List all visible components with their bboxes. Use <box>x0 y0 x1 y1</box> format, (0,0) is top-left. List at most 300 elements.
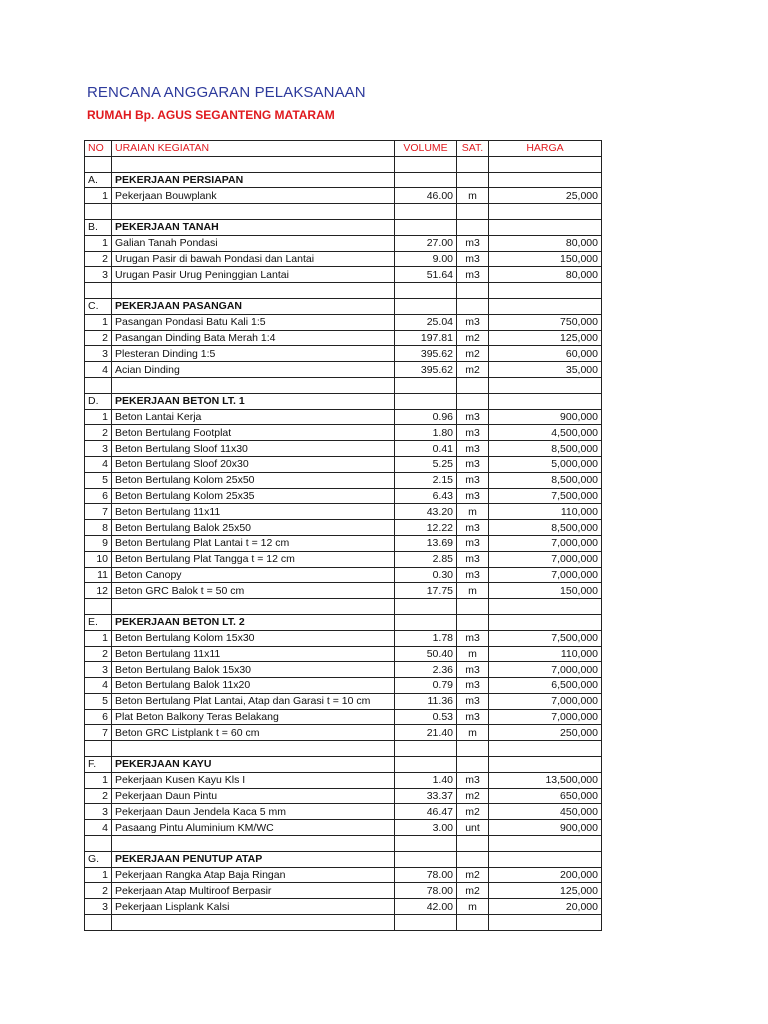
empty-cell <box>395 156 457 172</box>
empty-cell <box>489 757 602 773</box>
item-volume: 78.00 <box>395 867 457 883</box>
section-title: PEKERJAAN TANAH <box>112 219 395 235</box>
empty-cell <box>395 915 457 931</box>
table-row <box>85 188 602 204</box>
empty-cell <box>85 204 112 220</box>
item-unit: m <box>457 725 489 741</box>
item-description: Beton Bertulang Balok 11x20 <box>112 678 395 694</box>
item-price: 125,000 <box>489 330 602 346</box>
item-volume: 51.64 <box>395 267 457 283</box>
table-row <box>85 678 602 694</box>
table-row <box>85 456 602 472</box>
item-unit: m3 <box>457 709 489 725</box>
item-number: 3 <box>85 662 112 678</box>
empty-cell <box>395 741 457 757</box>
item-price: 8,500,000 <box>489 472 602 488</box>
empty-cell <box>489 377 602 393</box>
item-volume: 27.00 <box>395 235 457 251</box>
section-header-row <box>85 298 602 314</box>
empty-cell <box>395 298 457 314</box>
item-volume: 42.00 <box>395 899 457 915</box>
blank-row <box>85 283 602 299</box>
item-volume: 1.40 <box>395 772 457 788</box>
table-row <box>85 567 602 583</box>
item-number: 8 <box>85 520 112 536</box>
item-volume: 1.78 <box>395 630 457 646</box>
item-number: 3 <box>85 899 112 915</box>
header-price: HARGA <box>489 141 602 157</box>
item-description: Pasangan Dinding Bata Merah 1:4 <box>112 330 395 346</box>
empty-cell <box>395 757 457 773</box>
item-unit: m3 <box>457 425 489 441</box>
document-title: RENCANA ANGGARAN PELAKSANAAN <box>87 84 366 101</box>
empty-cell <box>457 219 489 235</box>
table-row <box>85 899 602 915</box>
empty-cell <box>85 283 112 299</box>
item-description: Pekerjaan Atap Multiroof Berpasir <box>112 883 395 899</box>
item-number: 1 <box>85 772 112 788</box>
empty-cell <box>457 298 489 314</box>
item-volume: 13.69 <box>395 535 457 551</box>
item-number: 5 <box>85 472 112 488</box>
empty-cell <box>395 851 457 867</box>
item-unit: m3 <box>457 662 489 678</box>
empty-cell <box>395 393 457 409</box>
item-volume: 0.53 <box>395 709 457 725</box>
item-unit: m3 <box>457 456 489 472</box>
item-unit: m3 <box>457 772 489 788</box>
empty-cell <box>395 172 457 188</box>
table-row <box>85 504 602 520</box>
section-title: PEKERJAAN BETON LT. 2 <box>112 614 395 630</box>
empty-cell <box>489 599 602 615</box>
item-volume: 11.36 <box>395 693 457 709</box>
blank-row <box>85 741 602 757</box>
item-price: 5,000,000 <box>489 456 602 472</box>
table-row <box>85 867 602 883</box>
item-volume: 46.00 <box>395 188 457 204</box>
empty-cell <box>457 393 489 409</box>
item-description: Beton Bertulang Balok 15x30 <box>112 662 395 678</box>
empty-cell <box>395 614 457 630</box>
item-description: Beton GRC Balok t = 50 cm <box>112 583 395 599</box>
empty-cell <box>395 219 457 235</box>
budget-table-body <box>85 141 602 931</box>
item-price: 450,000 <box>489 804 602 820</box>
item-price: 110,000 <box>489 504 602 520</box>
item-volume: 21.40 <box>395 725 457 741</box>
item-volume: 17.75 <box>395 583 457 599</box>
empty-cell <box>112 204 395 220</box>
empty-cell <box>489 393 602 409</box>
item-number: 5 <box>85 693 112 709</box>
item-number: 2 <box>85 330 112 346</box>
item-number: 3 <box>85 346 112 362</box>
item-number: 11 <box>85 567 112 583</box>
item-number: 10 <box>85 551 112 567</box>
section-code: B. <box>85 219 112 235</box>
item-unit: m2 <box>457 804 489 820</box>
empty-cell <box>112 599 395 615</box>
item-unit: m <box>457 583 489 599</box>
table-row <box>85 551 602 567</box>
empty-cell <box>489 219 602 235</box>
table-row <box>85 314 602 330</box>
item-number: 9 <box>85 535 112 551</box>
empty-cell <box>112 156 395 172</box>
table-row <box>85 362 602 378</box>
item-volume: 78.00 <box>395 883 457 899</box>
item-description: Pekerjaan Rangka Atap Baja Ringan <box>112 867 395 883</box>
item-volume: 33.37 <box>395 788 457 804</box>
item-number: 2 <box>85 646 112 662</box>
item-description: Pasaang Pintu Aluminium KM/WC <box>112 820 395 836</box>
item-number: 1 <box>85 630 112 646</box>
table-row <box>85 472 602 488</box>
item-price: 7,500,000 <box>489 488 602 504</box>
item-price: 7,000,000 <box>489 693 602 709</box>
item-volume: 197.81 <box>395 330 457 346</box>
item-unit: m2 <box>457 346 489 362</box>
item-description: Beton Bertulang 11x11 <box>112 646 395 662</box>
item-number: 2 <box>85 251 112 267</box>
item-volume: 0.41 <box>395 441 457 457</box>
table-row <box>85 630 602 646</box>
item-unit: m3 <box>457 693 489 709</box>
item-price: 4,500,000 <box>489 425 602 441</box>
blank-row <box>85 204 602 220</box>
item-price: 7,000,000 <box>489 662 602 678</box>
item-number: 2 <box>85 883 112 899</box>
item-number: 1 <box>85 235 112 251</box>
empty-cell <box>112 741 395 757</box>
empty-cell <box>395 377 457 393</box>
table-row <box>85 267 602 283</box>
table-row <box>85 251 602 267</box>
empty-cell <box>457 915 489 931</box>
table-row <box>85 883 602 899</box>
section-header-row <box>85 219 602 235</box>
item-number: 1 <box>85 409 112 425</box>
section-title: PEKERJAAN BETON LT. 1 <box>112 393 395 409</box>
empty-cell <box>395 599 457 615</box>
item-number: 4 <box>85 678 112 694</box>
item-number: 6 <box>85 709 112 725</box>
item-unit: m3 <box>457 520 489 536</box>
section-code: G. <box>85 851 112 867</box>
item-unit: m3 <box>457 535 489 551</box>
empty-cell <box>85 599 112 615</box>
empty-cell <box>457 156 489 172</box>
item-unit: m2 <box>457 867 489 883</box>
item-unit: m3 <box>457 567 489 583</box>
table-row <box>85 425 602 441</box>
section-header-row <box>85 851 602 867</box>
header-volume: VOLUME <box>395 141 457 157</box>
item-unit: m2 <box>457 883 489 899</box>
item-description: Pekerjaan Lisplank Kalsi <box>112 899 395 915</box>
item-description: Plat Beton Balkony Teras Belakang <box>112 709 395 725</box>
section-title: PEKERJAAN PENUTUP ATAP <box>112 851 395 867</box>
empty-cell <box>489 204 602 220</box>
item-number: 6 <box>85 488 112 504</box>
item-volume: 12.22 <box>395 520 457 536</box>
header-unit: SAT. <box>457 141 489 157</box>
item-volume: 5.25 <box>395 456 457 472</box>
item-volume: 43.20 <box>395 504 457 520</box>
item-price: 200,000 <box>489 867 602 883</box>
item-volume: 46.47 <box>395 804 457 820</box>
empty-cell <box>112 915 395 931</box>
empty-cell <box>457 204 489 220</box>
item-volume: 2.15 <box>395 472 457 488</box>
item-volume: 0.30 <box>395 567 457 583</box>
table-row <box>85 662 602 678</box>
section-code: F. <box>85 757 112 773</box>
item-price: 900,000 <box>489 820 602 836</box>
item-description: Pekerjaan Bouwplank <box>112 188 395 204</box>
header-description: URAIAN KEGIATAN <box>112 141 395 157</box>
item-unit: m <box>457 646 489 662</box>
item-description: Urugan Pasir di bawah Pondasi dan Lantai <box>112 251 395 267</box>
empty-cell <box>85 836 112 852</box>
item-price: 7,500,000 <box>489 630 602 646</box>
item-unit: m3 <box>457 409 489 425</box>
item-volume: 50.40 <box>395 646 457 662</box>
item-price: 7,000,000 <box>489 567 602 583</box>
item-description: Plesteran Dinding 1:5 <box>112 346 395 362</box>
item-number: 3 <box>85 267 112 283</box>
item-price: 20,000 <box>489 899 602 915</box>
item-volume: 3.00 <box>395 820 457 836</box>
section-code: C. <box>85 298 112 314</box>
item-number: 2 <box>85 425 112 441</box>
item-unit: m <box>457 504 489 520</box>
item-description: Galian Tanah Pondasi <box>112 235 395 251</box>
item-number: 4 <box>85 820 112 836</box>
table-row <box>85 804 602 820</box>
table-header-row <box>85 141 602 157</box>
item-description: Beton Bertulang Sloof 20x30 <box>112 456 395 472</box>
item-price: 80,000 <box>489 267 602 283</box>
table-row <box>85 646 602 662</box>
empty-cell <box>489 836 602 852</box>
item-description: Beton Bertulang Footplat <box>112 425 395 441</box>
section-code: D. <box>85 393 112 409</box>
item-unit: m3 <box>457 472 489 488</box>
table-row <box>85 235 602 251</box>
item-unit: unt <box>457 820 489 836</box>
section-header-row <box>85 757 602 773</box>
item-number: 3 <box>85 441 112 457</box>
empty-cell <box>85 156 112 172</box>
table-row <box>85 409 602 425</box>
item-description: Beton Bertulang Kolom 15x30 <box>112 630 395 646</box>
item-price: 750,000 <box>489 314 602 330</box>
item-unit: m2 <box>457 330 489 346</box>
item-unit: m3 <box>457 551 489 567</box>
item-price: 7,000,000 <box>489 709 602 725</box>
empty-cell <box>457 851 489 867</box>
empty-cell <box>85 377 112 393</box>
blank-row <box>85 599 602 615</box>
item-description: Acian Dinding <box>112 362 395 378</box>
item-price: 650,000 <box>489 788 602 804</box>
empty-cell <box>85 915 112 931</box>
item-description: Beton Bertulang Plat Lantai, Atap dan Garasi t = 10 cm <box>112 693 395 709</box>
blank-row <box>85 915 602 931</box>
table-row <box>85 520 602 536</box>
item-volume: 0.96 <box>395 409 457 425</box>
empty-cell <box>457 757 489 773</box>
item-description: Pekerjaan Daun Jendela Kaca 5 mm <box>112 804 395 820</box>
item-unit: m3 <box>457 251 489 267</box>
item-unit: m <box>457 899 489 915</box>
section-code: E. <box>85 614 112 630</box>
item-price: 80,000 <box>489 235 602 251</box>
item-price: 6,500,000 <box>489 678 602 694</box>
item-number: 2 <box>85 788 112 804</box>
empty-cell <box>85 741 112 757</box>
item-number: 3 <box>85 804 112 820</box>
item-price: 13,500,000 <box>489 772 602 788</box>
table-row <box>85 709 602 725</box>
empty-cell <box>489 741 602 757</box>
section-title: PEKERJAAN PASANGAN <box>112 298 395 314</box>
item-description: Beton Bertulang Kolom 25x35 <box>112 488 395 504</box>
item-number: 1 <box>85 867 112 883</box>
item-number: 4 <box>85 362 112 378</box>
item-description: Beton Bertulang Plat Lantai t = 12 cm <box>112 535 395 551</box>
item-description: Urugan Pasir Urug Peninggian Lantai <box>112 267 395 283</box>
empty-cell <box>489 851 602 867</box>
budget-table <box>84 140 602 931</box>
table-row <box>85 330 602 346</box>
empty-cell <box>112 836 395 852</box>
item-unit: m3 <box>457 678 489 694</box>
item-price: 8,500,000 <box>489 520 602 536</box>
empty-cell <box>457 614 489 630</box>
item-price: 250,000 <box>489 725 602 741</box>
section-header-row <box>85 172 602 188</box>
item-number: 12 <box>85 583 112 599</box>
section-code: A. <box>85 172 112 188</box>
table-row <box>85 535 602 551</box>
table-row <box>85 772 602 788</box>
section-header-row <box>85 393 602 409</box>
item-price: 60,000 <box>489 346 602 362</box>
item-volume: 1.80 <box>395 425 457 441</box>
item-unit: m2 <box>457 788 489 804</box>
table-row <box>85 693 602 709</box>
item-description: Beton Bertulang Balok 25x50 <box>112 520 395 536</box>
item-unit: m3 <box>457 630 489 646</box>
item-unit: m3 <box>457 441 489 457</box>
item-description: Beton Bertulang Kolom 25x50 <box>112 472 395 488</box>
item-volume: 395.62 <box>395 346 457 362</box>
blank-row <box>85 377 602 393</box>
item-description: Beton Bertulang Sloof 11x30 <box>112 441 395 457</box>
item-volume: 6.43 <box>395 488 457 504</box>
header-no: NO <box>85 141 112 157</box>
empty-cell <box>489 614 602 630</box>
empty-cell <box>457 599 489 615</box>
item-volume: 25.04 <box>395 314 457 330</box>
empty-cell <box>457 172 489 188</box>
table-row <box>85 820 602 836</box>
item-price: 7,000,000 <box>489 535 602 551</box>
item-description: Beton GRC Listplank t = 60 cm <box>112 725 395 741</box>
table-row <box>85 346 602 362</box>
item-number: 1 <box>85 314 112 330</box>
item-number: 7 <box>85 504 112 520</box>
item-price: 35,000 <box>489 362 602 378</box>
empty-cell <box>457 741 489 757</box>
item-description: Beton Lantai Kerja <box>112 409 395 425</box>
item-volume: 0.79 <box>395 678 457 694</box>
blank-row <box>85 836 602 852</box>
empty-cell <box>489 298 602 314</box>
item-price: 7,000,000 <box>489 551 602 567</box>
item-price: 125,000 <box>489 883 602 899</box>
item-number: 1 <box>85 188 112 204</box>
item-number: 4 <box>85 456 112 472</box>
section-title: PEKERJAAN KAYU <box>112 757 395 773</box>
item-description: Pekerjaan Daun Pintu <box>112 788 395 804</box>
item-description: Beton Canopy <box>112 567 395 583</box>
item-price: 150,000 <box>489 583 602 599</box>
empty-cell <box>112 377 395 393</box>
section-title: PEKERJAAN PERSIAPAN <box>112 172 395 188</box>
item-description: Beton Bertulang 11x11 <box>112 504 395 520</box>
item-volume: 2.36 <box>395 662 457 678</box>
item-unit: m2 <box>457 362 489 378</box>
table-row <box>85 583 602 599</box>
empty-cell <box>112 283 395 299</box>
item-description: Pekerjaan Kusen Kayu Kls I <box>112 772 395 788</box>
empty-cell <box>489 283 602 299</box>
document-subtitle: RUMAH Bp. AGUS SEGANTENG MATARAM <box>87 108 335 122</box>
empty-cell <box>457 377 489 393</box>
item-price: 900,000 <box>489 409 602 425</box>
table-row <box>85 488 602 504</box>
item-unit: m3 <box>457 267 489 283</box>
empty-cell <box>395 204 457 220</box>
item-unit: m <box>457 188 489 204</box>
empty-cell <box>457 836 489 852</box>
empty-cell <box>489 156 602 172</box>
item-price: 8,500,000 <box>489 441 602 457</box>
item-volume: 9.00 <box>395 251 457 267</box>
item-unit: m3 <box>457 488 489 504</box>
item-unit: m3 <box>457 235 489 251</box>
item-volume: 395.62 <box>395 362 457 378</box>
item-price: 25,000 <box>489 188 602 204</box>
table-row <box>85 441 602 457</box>
item-unit: m3 <box>457 314 489 330</box>
empty-cell <box>395 283 457 299</box>
empty-cell <box>489 172 602 188</box>
table-row <box>85 788 602 804</box>
item-description: Pasangan Pondasi Batu Kali 1:5 <box>112 314 395 330</box>
item-number: 7 <box>85 725 112 741</box>
item-price: 150,000 <box>489 251 602 267</box>
item-volume: 2.85 <box>395 551 457 567</box>
section-header-row <box>85 614 602 630</box>
blank-row <box>85 156 602 172</box>
empty-cell <box>457 283 489 299</box>
table-row <box>85 725 602 741</box>
